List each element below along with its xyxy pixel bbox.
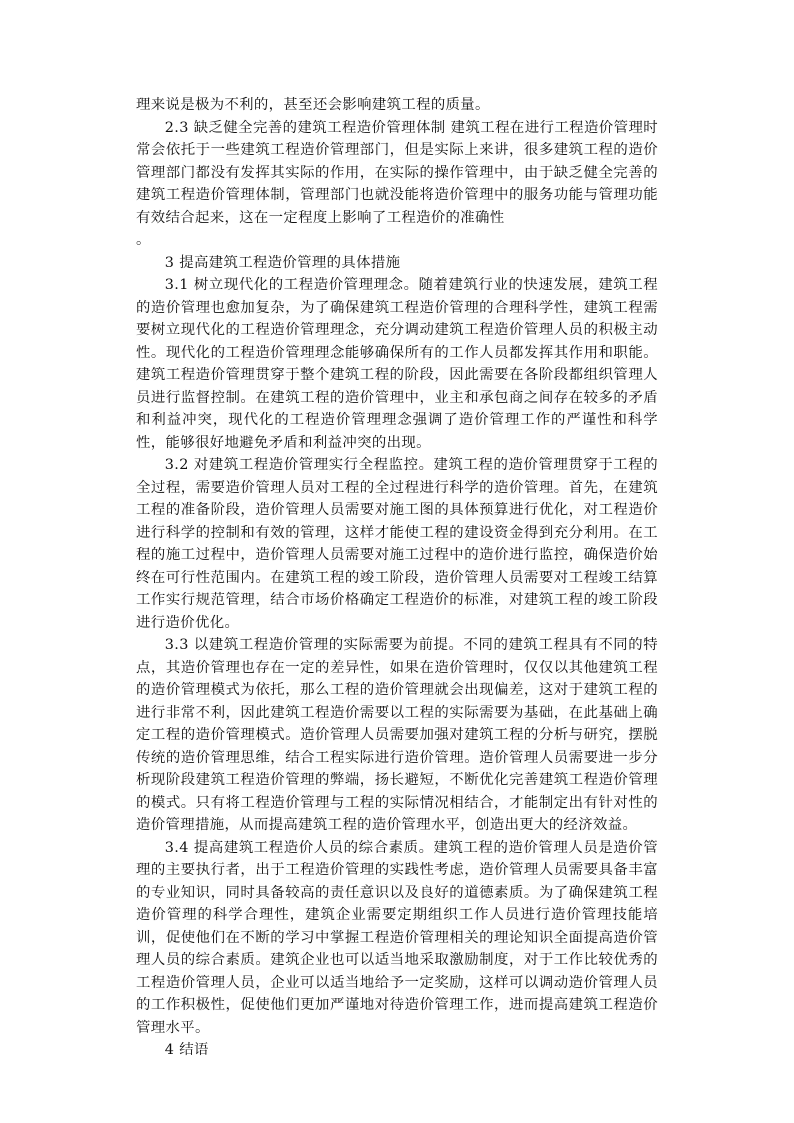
section-heading-4: 4 结语 <box>164 1042 209 1058</box>
paragraph-continuation: 理来说是极为不利的，甚至还会影响建筑工程的质量。 <box>136 97 490 113</box>
document-page <box>136 94 658 1062</box>
paragraph-3-2: 3.2 对建筑工程造价管理实行全程监控。建筑工程的造价管理贯穿于工程的全过程，需要造价管理人员对工程的全过程进行科学的造价管理。首先，在建筑工程的准备阶段，造价管理人员需要对施工图的具体预算进行优化，对工程造价进行科学的控制和有效的管理，这样才能使工程的建设资金得到充分利用。在工程的施工过程中，造价管理人员需要对施工过程中的造价进行监控，确保造价始终在可行性范围内。在建筑工程的竣工阶段，造价管理人员需要对工程竣工结算工作实行规范管理，结合市场价格确定工程造价的标准，对建筑工程的竣工阶段进行造价优化。 <box>136 457 658 631</box>
paragraph-2-3-tail: 。 <box>136 232 151 248</box>
section-heading-3: 3 提高建筑工程造价管理的具体措施 <box>164 254 401 271</box>
paragraph-3-3: 3.3 以建筑工程造价管理的实际需要为前提。不同的建筑工程具有不同的特点，其造价管理也存在一定的差异性，如果在造价管理时，仅仅以其他建筑工程的造价管理模式为依托，那么工程的造价管理就会出现偏差，这对于建筑工程的进行非常不利，因此建筑工程造价需要以工程的实际需要为基础，在此基础上确定工程的造价管理模式。造价管理人员需要加强对建筑工程的分析与研究，摆脱传统的造价管理思维，结合工程实际进行造价管理。造价管理人员需要进一步分析现阶段建筑工程造价管理的弊端，扬长避短，不断优化完善建筑工程造价管理的模式。只有将工程造价管理与工程的实际情况相结合，才能制定出有针对性的造价管理措施，从而提高建筑工程的造价管理水平，创造出更大的经济效益。 <box>136 637 658 833</box>
paragraph-3-1: 3.1 树立现代化的工程造价管理理念。随着建筑行业的快速发展，建筑工程的造价管理也愈加复杂，为了确保建筑工程造价管理的合理科学性，建筑工程需要树立现代化的工程造价管理理念，充分调动建筑工程造价管理人员的积极主动性。现代化的工程造价管理理念能够确保所有的工作人员都发挥其作用和职能。建筑工程造价管理贯穿于整个建筑工程的阶段，因此需要在各阶段都组织管理人员进行监督控制。在建筑工程的造价管理中，业主和承包商之间存在较多的矛盾和利益冲突，现代化的工程造价管理理念强调了造价管理工作的严谨性和科学性，能够很好地避免矛盾和利益冲突的出现。 <box>136 277 658 451</box>
paragraph-2-3: 2.3 缺乏健全完善的建筑工程造价管理体制 建筑工程在进行工程造价管理时常会依托于一些建筑工程造价管理部门，但是实际上来讲，很多建筑工程的造价管理部门都没有发挥其实际的作用，在实际的操作管理中，由于缺乏健全完善的建筑工程造价管理体制，管理部门也就没能将造价管理中的服务功能与管理功能有效结合起来，这在一定程度上影响了工程造价的准确性 <box>136 119 658 226</box>
paragraph-3-4: 3.4 提高建筑工程造价人员的综合素质。建筑工程的造价管理人员是造价管理的主要执行者，出于工程造价管理的实践性考虑，造价管理人员需要具备丰富的专业知识，同时具备较高的责任意识以及良好的道德素质。为了确保建筑工程造价管理的科学合理性，建筑企业需要定期组织工作人员进行造价管理技能培训，促使他们在不断的学习中掌握工程造价管理相关的理论知识全面提高造价管理人员的综合素质。建筑企业也可以适当地采取激励制度，对于工作比较优秀的工程造价管理人员，企业可以适当地给予一定奖励，这样可以调动造价管理人员的工作积极性，促使他们更加严谨地对待造价管理工作，进而提高建筑工程造价管理水平。 <box>136 839 658 1036</box>
